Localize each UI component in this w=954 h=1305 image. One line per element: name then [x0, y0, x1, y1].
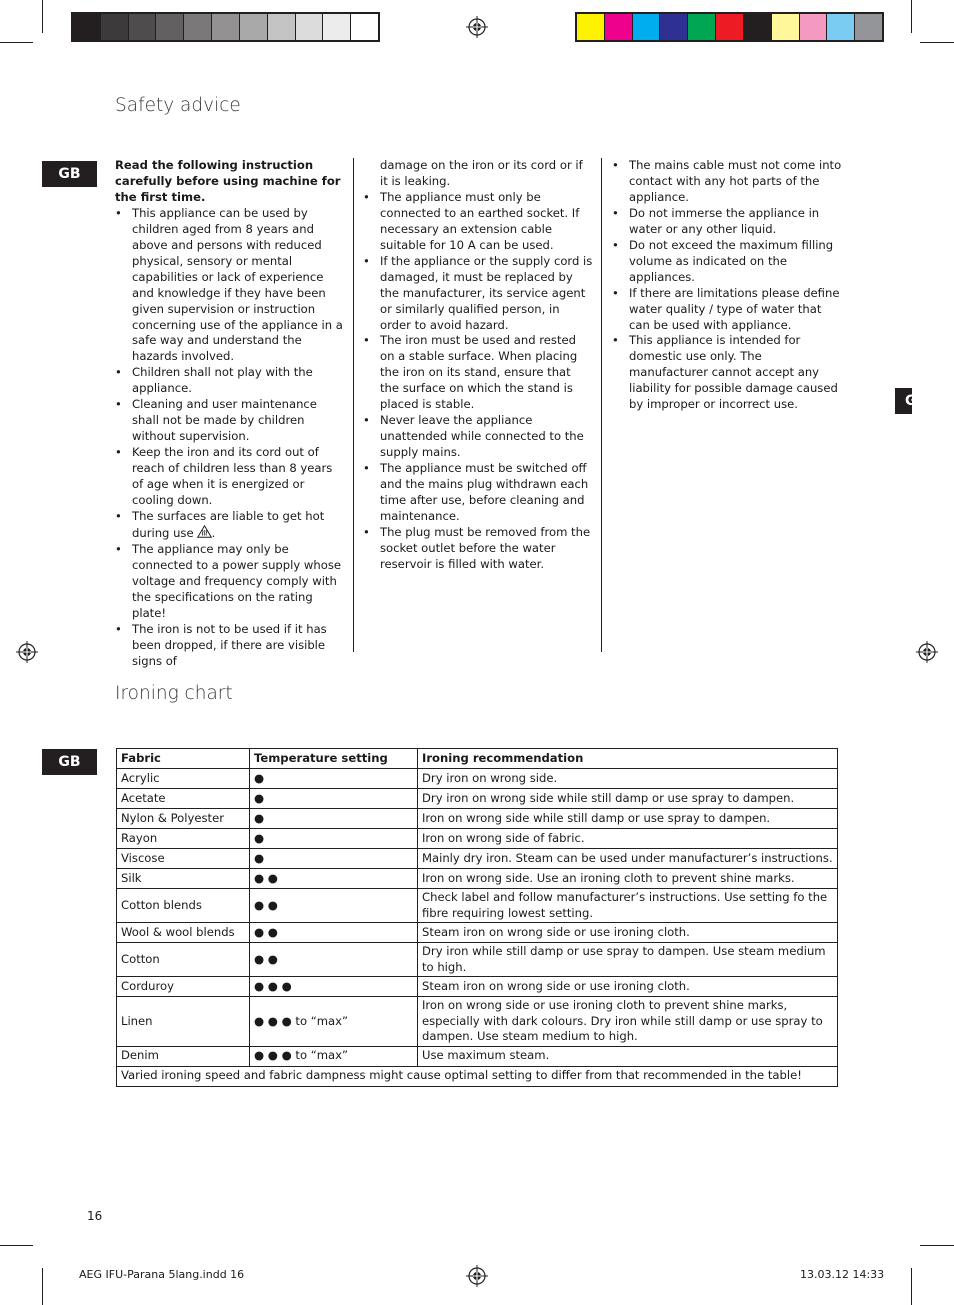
color-swatch: [577, 14, 605, 40]
list-item: [612, 238, 842, 286]
color-swatch: [605, 14, 633, 40]
list-item: [115, 542, 345, 622]
list-item: [363, 413, 593, 461]
page-number: 16: [87, 1209, 103, 1223]
temperature-cell: ● ●: [250, 869, 418, 889]
color-swatch: [184, 14, 212, 40]
temperature-cell: ●: [250, 769, 418, 789]
list-item-text: The appliance must be switched off and the mains plug withdrawn each time after use, before cleaning and maintenance.: [380, 461, 589, 523]
list-item: [115, 509, 345, 542]
fabric-cell: Wool & wool blends: [117, 923, 250, 943]
temperature-cell: ● ● ● to “max”: [250, 1046, 418, 1066]
color-swatch: [772, 14, 800, 40]
list-item-text: Children shall not play with the appliance.: [132, 365, 313, 396]
list-item: [115, 445, 345, 509]
temperature-cell: ●: [250, 809, 418, 829]
temperature-cell: ● ●: [250, 923, 418, 943]
fabric-cell: Silk: [117, 869, 250, 889]
recommendation-cell: Iron on wrong side while still damp or use spray to dampen.: [418, 809, 838, 829]
footer-date: 13.03.12 14:33: [800, 1268, 885, 1281]
recommendation-cell: Iron on wrong side or use ironing cloth to prevent shine marks, especially with dark colours. Dry iron while still damp or use spray to dampen. Use steam medium to high.: [418, 997, 838, 1047]
color-swatch: [268, 14, 296, 40]
bullet: •: [115, 621, 122, 636]
bullet: •: [612, 333, 619, 348]
color-swatch: [800, 14, 828, 40]
table-row: [117, 889, 838, 923]
list-item-text: Keep the iron and its cord out of reach of children less than 8 years of age when it is energized or cooling down.: [132, 445, 333, 508]
bullet: •: [612, 158, 619, 172]
list-item: [115, 397, 345, 445]
table-row: [117, 869, 838, 889]
color-bar: [575, 12, 884, 42]
fabric-cell: Cotton blends: [117, 889, 250, 923]
recommendation-cell: Steam iron on wrong side or use ironing cloth.: [418, 977, 838, 997]
bullet: •: [363, 461, 370, 476]
list-item-text: The mains cable must not come into contact with any hot parts of the appliance.: [629, 158, 842, 204]
temperature-cell: ● ●: [250, 943, 418, 977]
table-row: [117, 829, 838, 849]
registration-mark-icon: [916, 641, 938, 663]
table-row: [117, 977, 838, 997]
list-item-text: This appliance is intended for domestic use only. The manufacturer cannot accept any liability for possible damage caused by improper or incorrect use.: [629, 333, 838, 412]
color-swatch: [129, 14, 157, 40]
list-item: [363, 254, 593, 334]
safety-list: [115, 206, 345, 670]
table-row: [117, 1046, 838, 1066]
color-swatch: [240, 14, 268, 40]
color-swatch: [351, 14, 378, 40]
safety-column-3: [612, 158, 842, 413]
safety-intro: Read the following instruction carefully before using machine for the first time.: [115, 158, 341, 204]
language-tab-gb: GB: [42, 749, 97, 775]
hot-suffix: .: [211, 525, 216, 540]
fabric-cell: Viscose: [117, 849, 250, 869]
list-item-text: The surfaces are liable to get hot during use: [132, 508, 325, 540]
bullet: •: [363, 524, 370, 539]
color-swatch: [73, 14, 101, 40]
list-item-text: If the appliance or the supply cord is damaged, it must be replaced by the manufacturer, its service agent or similarly qualified person, in order to avoid hazard.: [380, 253, 593, 332]
registration-mark-icon: [466, 1265, 488, 1287]
color-swatch: [633, 14, 661, 40]
registration-mark-icon: [466, 16, 488, 38]
bullet: •: [363, 253, 370, 268]
bullet: •: [115, 508, 122, 523]
list-item: [612, 158, 842, 206]
list-item-text: The plug must be removed from the socket outlet before the water reservoir is filled with water.: [380, 524, 591, 571]
temperature-cell: ●: [250, 829, 418, 849]
fabric-cell: Cotton: [117, 943, 250, 977]
list-item: [612, 206, 842, 238]
column-divider: [601, 158, 602, 652]
recommendation-cell: Dry iron on wrong side.: [418, 769, 838, 789]
list-item: [612, 286, 842, 334]
safety-list: [363, 158, 593, 573]
table-row: [117, 789, 838, 809]
color-swatch: [212, 14, 240, 40]
bullet: •: [612, 205, 619, 220]
fabric-cell: Acrylic: [117, 769, 250, 789]
table-row: [117, 769, 838, 789]
bullet: •: [115, 365, 122, 380]
color-swatch: [660, 14, 688, 40]
ironing-chart-title: Ironing chart: [115, 683, 233, 704]
safety-list: [612, 158, 842, 413]
registration-mark-icon: [16, 641, 38, 663]
footer-filename: AEG IFU-Parana 5lang.indd 16: [79, 1268, 245, 1281]
list-item-text: If there are limitations please define water quality / type of water that can be used with appliance.: [629, 285, 840, 332]
list-item-text: Do not immerse the appliance in water or any other liquid.: [629, 205, 820, 236]
list-item: [363, 190, 593, 254]
fabric-cell: Linen: [117, 997, 250, 1047]
temperature-cell: ● ● ●: [250, 977, 418, 997]
color-swatch: [827, 14, 855, 40]
color-swatch: [855, 14, 882, 40]
fabric-cell: Corduroy: [117, 977, 250, 997]
list-item-text: The iron must be used and rested on a stable surface. When placing the iron on its stand, ensure that the surface on which the stand is placed is stable.: [380, 333, 578, 412]
list-item-text: The iron is not to be used if it has been dropped, if there are visible signs of: [132, 621, 327, 668]
table-row: [117, 809, 838, 829]
table-footnote: Varied ironing speed and fabric dampness might cause optimal setting to differ from that recommended in the table!: [117, 1066, 838, 1086]
table-header-row: [117, 749, 838, 769]
ironing-table: [116, 748, 838, 1087]
temperature-cell: ●: [250, 849, 418, 869]
recommendation-cell: Mainly dry iron. Steam can be used under manufacturer’s instructions.: [418, 849, 838, 869]
list-item: [363, 333, 593, 413]
table-row: [117, 943, 838, 977]
recommendation-cell: Iron on wrong side of fabric.: [418, 829, 838, 849]
recommendation-cell: Check label and follow manufacturer’s instructions. Use setting fo the fibre requiring lowest setting.: [418, 889, 838, 923]
fabric-cell: Rayon: [117, 829, 250, 849]
column-header-temperature: Temperature setting: [250, 749, 418, 769]
color-swatch: [296, 14, 324, 40]
temperature-cell: ●: [250, 789, 418, 809]
hot-surface-warning-icon: [197, 525, 212, 538]
list-item-text: The appliance may only be connected to a power supply whose voltage and frequency comply with the specifications on the rating plate!: [132, 541, 341, 620]
recommendation-cell: Steam iron on wrong side or use ironing cloth.: [418, 923, 838, 943]
recommendation-cell: Iron on wrong side. Use an ironing cloth to prevent shine marks.: [418, 869, 838, 889]
column-header-fabric: Fabric: [117, 749, 250, 769]
list-item: [115, 206, 345, 366]
recommendation-cell: Dry iron while still damp or use spray to dampen. Use steam medium to high.: [418, 943, 838, 977]
bullet: •: [115, 397, 122, 412]
color-swatch: [323, 14, 351, 40]
fabric-cell: Acetate: [117, 789, 250, 809]
safety-column-1: [115, 158, 345, 670]
list-item-text: Never leave the appliance unattended while connected to the supply mains.: [380, 413, 584, 460]
color-swatch: [744, 14, 772, 40]
recommendation-cell: Use maximum steam.: [418, 1046, 838, 1066]
list-item-text: Do not exceed the maximum filling volume as indicated on the appliances.: [629, 237, 834, 284]
color-swatch: [688, 14, 716, 40]
list-item: [115, 622, 345, 670]
color-swatch: [101, 14, 129, 40]
bullet: •: [363, 189, 370, 204]
fabric-cell: Denim: [117, 1046, 250, 1066]
color-swatch: [156, 14, 184, 40]
bullet: •: [612, 285, 619, 300]
color-swatch: [716, 14, 744, 40]
safety-column-2: [363, 158, 593, 573]
table-row: [117, 923, 838, 943]
bullet: •: [363, 413, 370, 428]
list-item: [115, 365, 345, 397]
table-row: [117, 997, 838, 1047]
temperature-cell: ● ●: [250, 889, 418, 923]
list-item-text: The appliance must only be connected to an earthed socket. If necessary an extension cable suitable for 10 A can be used.: [380, 189, 580, 252]
list-item-text: Cleaning and user maintenance shall not be made by children without supervision.: [132, 397, 317, 444]
language-tab-gb: GB: [42, 161, 97, 187]
safety-advice-title: Safety advice: [115, 95, 241, 116]
bullet: •: [363, 333, 370, 348]
list-item: [363, 525, 593, 573]
list-item: [612, 333, 842, 413]
bullet: •: [115, 205, 122, 220]
side-language-tab: G: [895, 388, 912, 414]
grayscale-bar: [71, 12, 380, 42]
column-header-recommendation: Ironing recommendation: [418, 749, 838, 769]
column-divider: [353, 158, 354, 652]
list-item: [363, 461, 593, 525]
bullet: •: [115, 541, 122, 556]
fabric-cell: Nylon & Polyester: [117, 809, 250, 829]
list-item-text: This appliance can be used by children aged from 8 years and above and persons with reduced physical, sensory or mental capabilities or lack of experience and knowledge if they have been given supervision or instruction concerning use of the appliance in a safe way and understand the hazards involved.: [132, 205, 343, 364]
bullet: •: [612, 237, 619, 252]
recommendation-cell: Dry iron on wrong side while still damp or use spray to dampen.: [418, 789, 838, 809]
table-footnote-row: [117, 1066, 838, 1086]
safety-continued: damage on the iron or its cord or if it is leaking.: [380, 158, 583, 188]
temperature-cell: ● ● ● to “max”: [250, 997, 418, 1047]
table-row: [117, 849, 838, 869]
bullet: •: [115, 445, 122, 460]
